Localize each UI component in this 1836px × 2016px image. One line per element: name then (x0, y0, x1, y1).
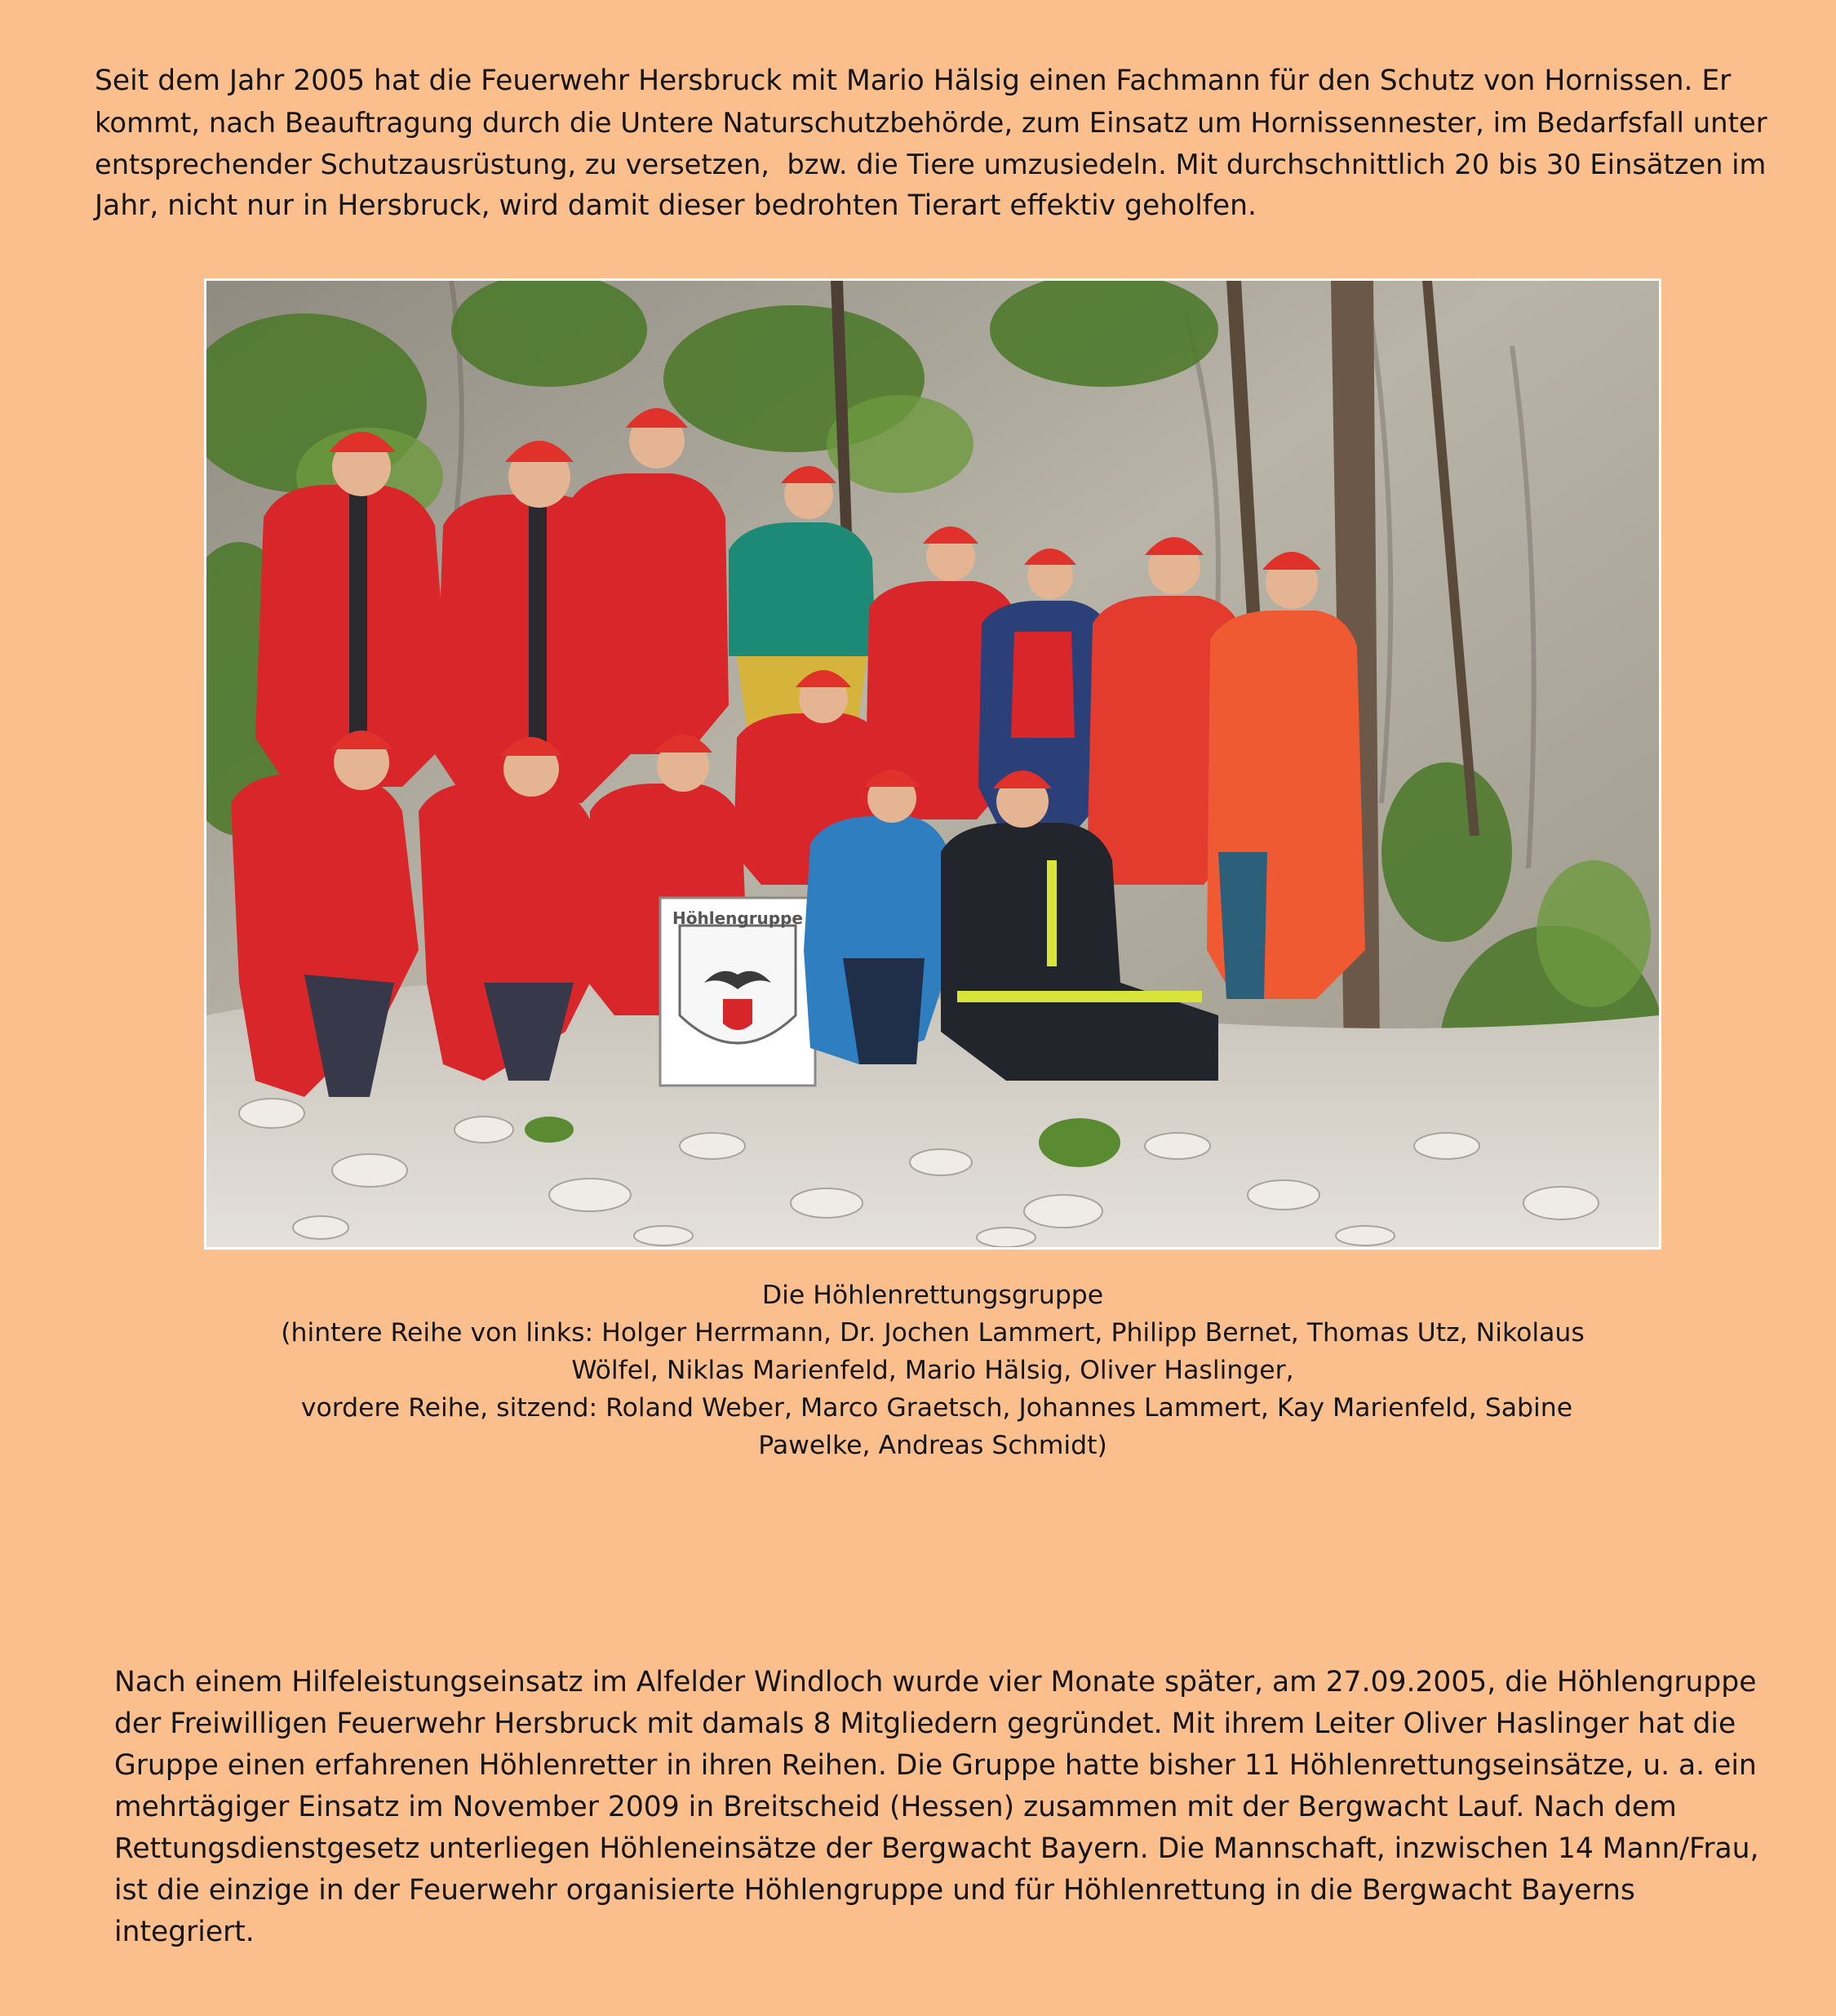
caption-line: (hintere Reihe von links: Holger Herrmann, Dr. Jochen Lammert, Philipp Bernet, Thomas Utz, Nikolaus (281, 1318, 1585, 1348)
history-paragraph (114, 1662, 1795, 1953)
hoehlengruppe-sign (660, 898, 815, 1086)
photo-caption (204, 1277, 1661, 1464)
intro-line: Jahr, nicht nur in Hersbruck, wird damit dieser bedrohten Tierart effektiv geholfen. (95, 189, 1257, 222)
caption-line: Wölfel, Niklas Marienfeld, Mario Hälsig, Oliver Haslinger, (571, 1356, 1294, 1385)
history-line: ist die einzige in der Feuerwehr organisierte Höhlengruppe und für Höhlenrettung in die Bergwacht Bayerns (114, 1874, 1635, 1907)
history-line: integriert. (114, 1916, 255, 1948)
group-photo (204, 278, 1661, 1250)
history-line: der Freiwilligen Feuerwehr Hersbruck mit damals 8 Mitgliedern gegründet. Mit ihrem Leiter Oliver Haslinger hat die (114, 1707, 1736, 1740)
history-line: Nach einem Hilfeleistungseinsatz im Alfelder Windloch wurde vier Monate später, am 27.09.2005, die Höhlengruppe (114, 1666, 1757, 1699)
intro-paragraph (95, 60, 1776, 227)
caption-line: vordere Reihe, sitzend: Roland Weber, Marco Graetsch, Johannes Lammert, Kay Marienfeld, Sabine (292, 1393, 1573, 1423)
intro-line: entsprechender Schutzausrüstung, zu versetzen, bzw. die Tiere umzusiedeln. Mit durchschnittlich 20 bis 30 Einsätzen im (95, 149, 1767, 180)
group-photo-illustration (206, 281, 1659, 1247)
history-line: Rettungsdienstgesetz unterliegen Höhleneinsätze der Bergwacht Bayern. Die Mannschaft, inzwischen 14 Mann/Frau, (114, 1832, 1759, 1865)
caption-line: Pawelke, Andreas Schmidt) (758, 1431, 1107, 1460)
intro-line: kommt, nach Beauftragung durch die Untere Naturschutzbehörde, zum Einsatz um Hornissennester, im Bedarfsfall unter (95, 107, 1767, 139)
sign-text: Höhlengruppe (672, 908, 803, 928)
history-line: Gruppe einen erfahrenen Höhlenretter in ihren Reihen. Die Gruppe hatte bisher 11 Höhlenrettungseinsätze, u. a. ein (114, 1749, 1757, 1782)
history-line: mehrtägiger Einsatz im November 2009 in Breitscheid (Hessen) zusammen mit der Bergwacht Lauf. Nach dem (114, 1791, 1677, 1823)
intro-line: Seit dem Jahr 2005 hat die Feuerwehr Hersbruck mit Mario Hälsig einen Fachmann für den Schutz von Hornissen. Er (95, 64, 1732, 97)
caption-line: Die Höhlenrettungsgruppe (761, 1281, 1104, 1310)
